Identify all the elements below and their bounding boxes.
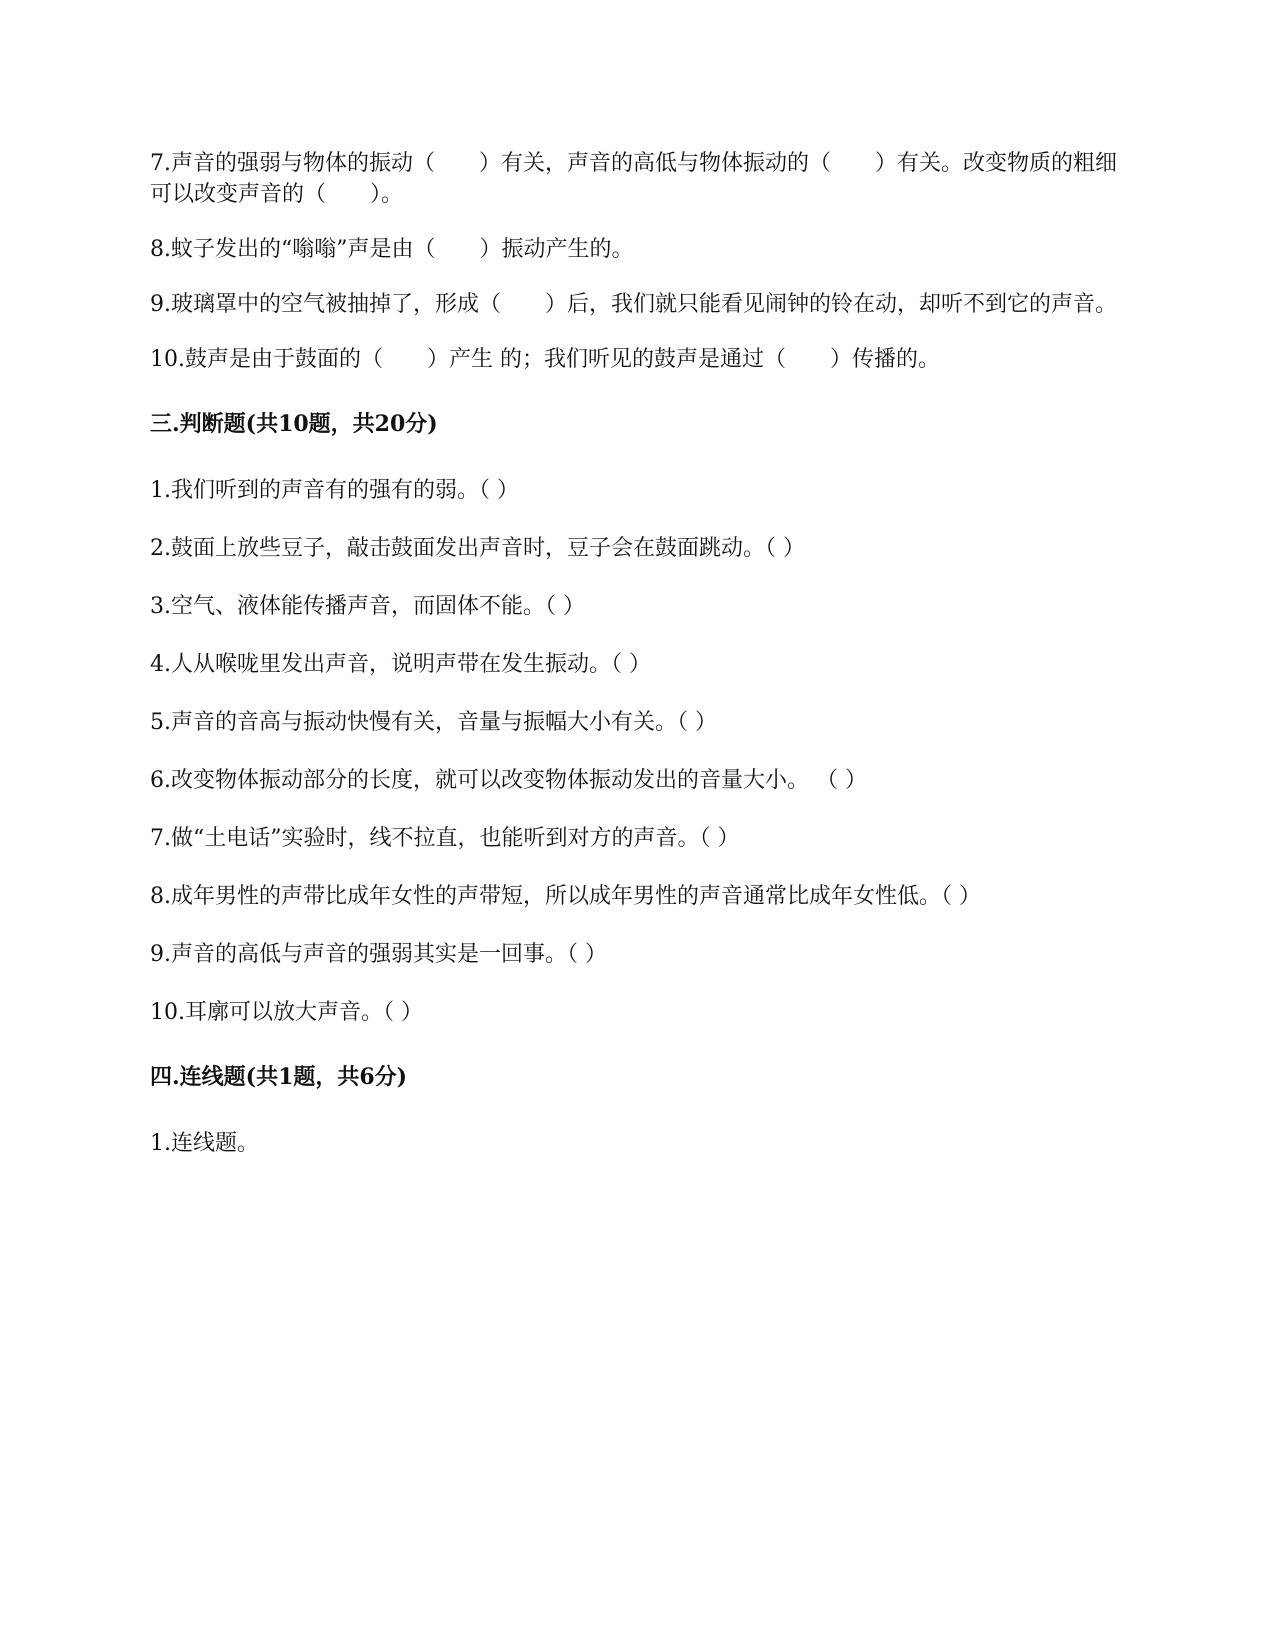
- judgment-questions: [150, 475, 1130, 1028]
- judgment-question-2: 2.鼓面上放些豆子，敲击鼓面发出声音时，豆子会在鼓面跳动。（ ）: [150, 536, 805, 561]
- section-title-matching: 四.连线题(共1题，共6分): [150, 1064, 408, 1090]
- matching-questions: [150, 1128, 1130, 1159]
- judgment-question-10: 10.耳廓可以放大声音。（ ）: [150, 1000, 423, 1025]
- question-10: 10.鼓声是由于鼓面的（ ）产生 的；我们听见的鼓声是通过（ ）传播的。: [150, 347, 940, 372]
- question-7: 7.声音的强弱与物体的振动（ ）有关，声音的高低与物体振动的（ ）有关。改变物质的粗细可以改变声音的（ ）。: [150, 151, 1117, 207]
- judgment-question-6: 6.改变物体振动部分的长度，就可以改变物体振动发出的音量大小。 （ ）: [150, 768, 867, 793]
- page-content: [150, 148, 1130, 1159]
- matching-question-1: 1.连线题。: [150, 1131, 259, 1156]
- judgment-question-1: 1.我们听到的声音有的强有的弱。（ ）: [150, 478, 519, 503]
- question-8: 8.蚊子发出的“嗡嗡”声是由（ ）振动产生的。: [150, 237, 634, 262]
- section-title-judgment: 三.判断题(共10题，共20分): [150, 411, 438, 437]
- judgment-question-9: 9.声音的高低与声音的强弱其实是一回事。（ ）: [150, 942, 607, 967]
- judgment-question-4: 4.人从喉咙里发出声音，说明声带在发生振动。（ ）: [150, 652, 651, 677]
- judgment-question-8: 8.成年男性的声带比成年女性的声带短，所以成年男性的声音通常比成年女性低。（ ）: [150, 884, 981, 909]
- fill-blank-questions: [150, 148, 1130, 375]
- question-9: 9.玻璃罩中的空气被抽掉了，形成（ ）后，我们就只能看见闹钟的铃在动，却听不到它的声音。: [150, 292, 1117, 317]
- judgment-question-3: 3.空气、液体能传播声音，而固体不能。（ ）: [150, 594, 585, 619]
- judgment-question-5: 5.声音的音高与振动快慢有关，音量与振幅大小有关。（ ）: [150, 710, 717, 735]
- judgment-question-7: 7.做“土电话”实验时，线不拉直，也能听到对方的声音。（ ）: [150, 826, 740, 851]
